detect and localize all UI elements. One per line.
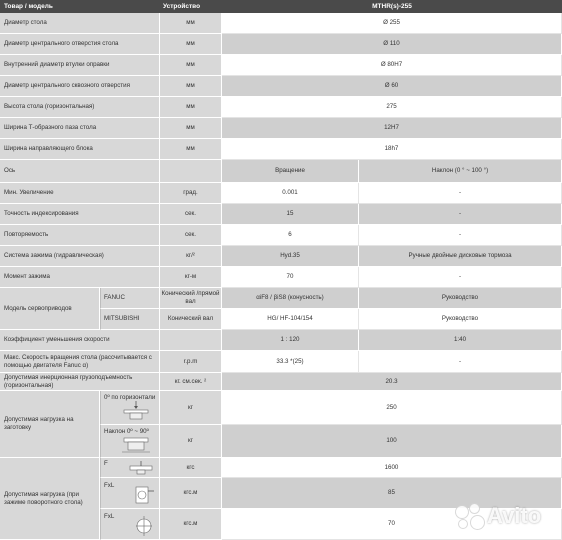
- axial-load-icon: [128, 461, 154, 475]
- sub-label: F: [100, 458, 160, 478]
- row-unit: кг/²: [160, 246, 222, 267]
- table-header: [0, 0, 562, 13]
- sub-label: FANUC: [100, 288, 160, 309]
- tilt-value: -: [359, 267, 562, 288]
- sub-label: FxL: [100, 509, 160, 540]
- row-value: Ø 110: [222, 34, 562, 55]
- sub-label: Наклон 0º ~ 90º: [100, 425, 160, 458]
- table-horizontal-icon: [118, 401, 154, 421]
- row-value: 18h7: [222, 139, 562, 160]
- rotation-value: αiF8 / βiS8 (конусность): [222, 288, 359, 309]
- row-value: Ø 60: [222, 76, 562, 97]
- row-label: Диаметр центрального сквозного отверстия: [0, 76, 160, 97]
- row-unit: мм: [160, 13, 222, 34]
- row-unit: [160, 330, 222, 351]
- row-unit: [160, 160, 222, 183]
- row-value: Ø 255: [222, 13, 562, 34]
- row-unit: Конический /прямой вал: [160, 288, 222, 309]
- row-label: Ширина Т-образного паза стола: [0, 118, 160, 139]
- row-unit: мм: [160, 118, 222, 139]
- tilt-value: 1:40: [359, 330, 562, 351]
- row-unit: мм: [160, 55, 222, 76]
- tilt-value: Руководство: [359, 288, 562, 309]
- rotation-value: 15: [222, 204, 359, 225]
- row-label: Коэффициент уменьшения скорости: [0, 330, 160, 351]
- row-label: Модель сервоприводов: [0, 288, 100, 330]
- avito-watermark: [455, 503, 541, 529]
- row-unit: кгс.м: [160, 509, 222, 540]
- row-label: Диаметр центрального отверстия стола: [0, 34, 160, 55]
- header-product: MTHR(s)-255: [372, 3, 412, 10]
- row-label: Момент зажима: [0, 267, 160, 288]
- row-value: 70: [222, 509, 562, 540]
- row-unit: Конический вал: [160, 309, 222, 330]
- row-label: Ось: [0, 160, 160, 183]
- row-value: 275: [222, 97, 562, 118]
- row-label: Внутренний диаметр втулки оправки: [0, 55, 160, 76]
- row-value: 1600: [222, 458, 562, 478]
- rotation-value: 1 : 120: [222, 330, 359, 351]
- sub-label: FxL: [100, 478, 160, 509]
- row-unit: град.: [160, 183, 222, 204]
- tilt-value: -: [359, 351, 562, 373]
- row-label: Повторяемость: [0, 225, 160, 246]
- row-label: Диаметр стола: [0, 13, 160, 34]
- tilt-moment-icon: [133, 514, 155, 538]
- tilt-value: -: [359, 183, 562, 204]
- header-device: Устройство: [163, 3, 201, 10]
- header-model: Товар / модель: [4, 3, 53, 10]
- row-label: Допустимая инерционная грузоподъемность (горизонтальная): [0, 373, 160, 391]
- rotation-value: Вращение: [222, 160, 359, 183]
- row-value: Ø 80H7: [222, 55, 562, 76]
- row-unit: сек.: [160, 204, 222, 225]
- row-value: 100: [222, 425, 562, 458]
- row-label: Ширина направляющего блока: [0, 139, 160, 160]
- rotation-value: 0.001: [222, 183, 359, 204]
- row-value: 12H7: [222, 118, 562, 139]
- row-label: Мин. Увеличение: [0, 183, 160, 204]
- row-unit: кгс.м: [160, 478, 222, 509]
- rotation-value: 33.3 *(25): [222, 351, 359, 373]
- tilt-value: Ручные двойные дисковые тормоза: [359, 246, 562, 267]
- row-unit: мм: [160, 34, 222, 55]
- tilt-value: -: [359, 204, 562, 225]
- row-label: Допустимая нагрузка (при зажиме поворотного стола): [0, 458, 100, 540]
- rotation-value: HG/ HF-104/154: [222, 309, 359, 330]
- tilt-value: Наклон (0 ° ~ 100 °): [359, 160, 562, 183]
- avito-wordmark: Avito: [487, 503, 542, 528]
- row-label: Макс. Скорость вращения стола (рассчитывается с помощью двигателя Fanuc α): [0, 351, 160, 373]
- row-unit: мм: [160, 76, 222, 97]
- row-unit: кгс: [160, 458, 222, 478]
- tilt-value: Руководство: [359, 309, 562, 330]
- row-value: 85: [222, 478, 562, 509]
- avito-logo-icon: [455, 503, 485, 529]
- row-label: Допустимая нагрузка на заготовку: [0, 391, 100, 458]
- rotation-value: Hyd.35: [222, 246, 359, 267]
- row-unit: мм: [160, 97, 222, 118]
- row-label: Точность индексирования: [0, 204, 160, 225]
- row-unit: мм: [160, 139, 222, 160]
- row-unit: сек.: [160, 225, 222, 246]
- row-unit: кг: [160, 391, 222, 425]
- row-unit: кг: [160, 425, 222, 458]
- sub-label: MITSUBISHI: [100, 309, 160, 330]
- row-label: Система зажима (гидравлическая): [0, 246, 160, 267]
- rotation-value: 70: [222, 267, 359, 288]
- row-value: 20.3: [222, 373, 562, 391]
- table-tilt-icon: [118, 434, 154, 454]
- row-unit: кг-м: [160, 267, 222, 288]
- tilt-value: -: [359, 225, 562, 246]
- rotation-value: 6: [222, 225, 359, 246]
- row-label: Высота стола (горизонтальная): [0, 97, 160, 118]
- moment-load-icon: [133, 483, 155, 507]
- row-value: 250: [222, 391, 562, 425]
- row-unit: r.p.m: [160, 351, 222, 373]
- sub-label: 0º по горизонтали: [100, 391, 160, 425]
- row-unit: кг. см.сек. ²: [160, 373, 222, 391]
